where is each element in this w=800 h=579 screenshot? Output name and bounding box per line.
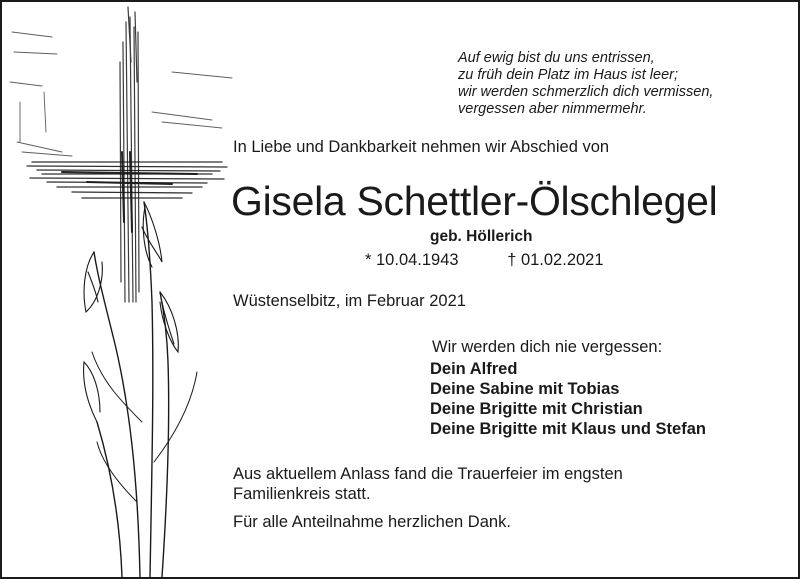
never-forget-text: Wir werden dich nie vergessen: <box>432 338 663 356</box>
cross-with-wheat-icon <box>2 2 242 577</box>
deceased-name: Gisela Schettler-Ölschlegel <box>231 178 718 224</box>
poem <box>458 50 713 118</box>
poem-line: vergessen aber nimmermehr. <box>458 101 647 117</box>
mourner: Deine Brigitte mit Christian <box>430 400 643 418</box>
thanks-text: Für alle Anteilnahme herzlichen Dank. <box>233 513 511 531</box>
birth-date: * 10.04.1943 <box>365 251 459 269</box>
mourners-list <box>430 359 706 439</box>
poem-line: zu früh dein Platz im Haus ist leer; <box>458 67 679 83</box>
funeral-note: Aus aktuellem Anlass fand die Trauerfeier im engsten Familienkreis statt. <box>233 465 623 503</box>
birth-name: geb. Höllerich <box>430 228 533 245</box>
mourner: Dein Alfred <box>430 360 518 378</box>
life-dates <box>365 251 604 270</box>
mourner: Deine Brigitte mit Klaus und Stefan <box>430 420 706 438</box>
poem-line: wir werden schmerzlich dich vermissen, <box>458 84 714 100</box>
mourner: Deine Sabine mit Tobias <box>430 380 620 398</box>
death-date: † 01.02.2021 <box>507 251 604 269</box>
place-date: Wüstenselbitz, im Februar 2021 <box>233 292 466 310</box>
intro-text: In Liebe und Dankbarkeit nehmen wir Abschied von <box>233 138 610 156</box>
poem-line: Auf ewig bist du uns entrissen, <box>458 50 655 66</box>
